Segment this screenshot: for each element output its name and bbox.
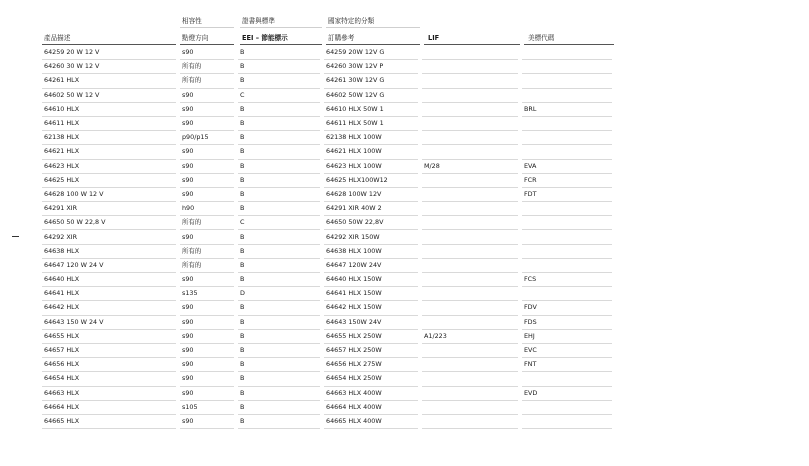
cell-ansi-code: [522, 230, 612, 244]
cell-eei-class: B: [238, 273, 320, 287]
cell-lif-code: [422, 74, 518, 88]
cell-burning-position: s90: [180, 173, 234, 187]
cell-ansi-code: FDS: [522, 315, 612, 329]
cell-lif-code: [422, 187, 518, 201]
col-header-product: 產品描述: [44, 34, 71, 42]
cell-burning-position: 所有的: [180, 216, 234, 230]
cell-ansi-code: [522, 216, 612, 230]
cell-lif-code: [422, 102, 518, 116]
cell-ansi-code: [522, 116, 612, 130]
cell-lif-code: [422, 116, 518, 130]
cell-product: 64625 HLX: [42, 173, 176, 187]
cell-product: 64643 150 W 24 V: [42, 315, 176, 329]
cell-eei-class: B: [238, 343, 320, 357]
cell-eei-class: B: [238, 414, 320, 428]
col-header-burning: 點燈方向: [182, 34, 209, 42]
cell-order-reference: 64628 100W 12V: [324, 187, 418, 201]
product-table-body: [42, 46, 612, 429]
cell-ansi-code: [522, 145, 612, 159]
cell-ansi-code: [522, 244, 612, 258]
cell-order-reference: 64654 HLX 250W: [324, 372, 418, 386]
product-table: [42, 46, 612, 429]
header-rule-lif: [424, 44, 520, 45]
header-rule-ansi: [524, 44, 614, 45]
header-rule-burning: [180, 44, 234, 45]
cell-ansi-code: [522, 400, 612, 414]
cell-lif-code: [422, 145, 518, 159]
cell-product: 64291 XIR: [42, 202, 176, 216]
cell-product: 64641 HLX: [42, 287, 176, 301]
table-row: [42, 60, 612, 74]
cell-product: 64664 HLX: [42, 400, 176, 414]
cell-lif-code: [422, 258, 518, 272]
cell-order-reference: 64610 HLX 50W 1: [324, 102, 418, 116]
cell-order-reference: 64638 HLX 100W: [324, 244, 418, 258]
cell-eei-class: B: [238, 400, 320, 414]
cell-burning-position: s90: [180, 301, 234, 315]
cell-product: 64611 HLX: [42, 116, 176, 130]
cell-lif-code: A1/223: [422, 329, 518, 343]
table-row: [42, 400, 612, 414]
cell-eei-class: B: [238, 372, 320, 386]
cell-eei-class: B: [238, 329, 320, 343]
cell-eei-class: D: [238, 287, 320, 301]
cell-burning-position: s90: [180, 273, 234, 287]
col-header-order: 訂購參考: [328, 34, 355, 42]
cell-ansi-code: FNT: [522, 358, 612, 372]
cell-ansi-code: EVC: [522, 343, 612, 357]
group-rule-compat: [180, 27, 234, 28]
cell-order-reference: 64665 HLX 400W: [324, 414, 418, 428]
cell-eei-class: B: [238, 358, 320, 372]
cell-eei-class: B: [238, 301, 320, 315]
cell-ansi-code: BRL: [522, 102, 612, 116]
cell-lif-code: [422, 400, 518, 414]
cell-burning-position: s90: [180, 343, 234, 357]
cell-burning-position: s90: [180, 414, 234, 428]
cell-product: 64638 HLX: [42, 244, 176, 258]
cell-ansi-code: FCR: [522, 173, 612, 187]
group-rule-country: [326, 27, 420, 28]
header-rule-product: [42, 44, 176, 45]
table-row: [42, 258, 612, 272]
cell-eei-class: B: [238, 315, 320, 329]
cell-burning-position: h90: [180, 202, 234, 216]
cell-ansi-code: FCS: [522, 273, 612, 287]
cell-ansi-code: [522, 60, 612, 74]
cell-ansi-code: [522, 46, 612, 60]
cell-ansi-code: FDV: [522, 301, 612, 315]
cell-product: 64259 20 W 12 V: [42, 46, 176, 60]
col-header-eei: EEI – 節能標示: [242, 34, 288, 42]
table-row: [42, 74, 612, 88]
cell-burning-position: s90: [180, 159, 234, 173]
table-row: [42, 386, 612, 400]
cell-product: 64610 HLX: [42, 102, 176, 116]
cell-order-reference: 64643 150W 24V: [324, 315, 418, 329]
cell-eei-class: B: [238, 74, 320, 88]
cell-product: 64647 120 W 24 V: [42, 258, 176, 272]
cell-ansi-code: FDT: [522, 187, 612, 201]
cell-burning-position: s90: [180, 329, 234, 343]
cell-ansi-code: EHJ: [522, 329, 612, 343]
cell-lif-code: [422, 173, 518, 187]
table-row: [42, 358, 612, 372]
cell-burning-position: p90/p15: [180, 131, 234, 145]
group-header-cert: 證書與標準: [242, 17, 275, 25]
table-row: [42, 88, 612, 102]
table-row: [42, 287, 612, 301]
table-row: [42, 414, 612, 428]
header-rule-order: [326, 44, 420, 45]
cell-lif-code: [422, 88, 518, 102]
cell-eei-class: B: [238, 145, 320, 159]
table-row: [42, 315, 612, 329]
cell-lif-code: [422, 386, 518, 400]
cell-lif-code: [422, 131, 518, 145]
cell-product: 64602 50 W 12 V: [42, 88, 176, 102]
cell-product: 64654 HLX: [42, 372, 176, 386]
cell-order-reference: 64664 HLX 400W: [324, 400, 418, 414]
cell-product: 64260 30 W 12 V: [42, 60, 176, 74]
cell-lif-code: [422, 273, 518, 287]
cell-ansi-code: EVA: [522, 159, 612, 173]
cell-lif-code: M/28: [422, 159, 518, 173]
cell-burning-position: s90: [180, 372, 234, 386]
cell-burning-position: 所有的: [180, 244, 234, 258]
cell-product: 64628 100 W 12 V: [42, 187, 176, 201]
cell-eei-class: B: [238, 116, 320, 130]
cell-burning-position: 所有的: [180, 258, 234, 272]
cell-product: 64665 HLX: [42, 414, 176, 428]
cell-eei-class: B: [238, 173, 320, 187]
cell-eei-class: B: [238, 60, 320, 74]
cell-burning-position: s135: [180, 287, 234, 301]
cell-burning-position: s90: [180, 116, 234, 130]
table-row: [42, 273, 612, 287]
cell-burning-position: s90: [180, 358, 234, 372]
cell-burning-position: s90: [180, 102, 234, 116]
table-row: [42, 329, 612, 343]
table-row: [42, 230, 612, 244]
cell-ansi-code: [522, 131, 612, 145]
cell-lif-code: [422, 230, 518, 244]
table-row: [42, 46, 612, 60]
table-row: [42, 173, 612, 187]
cell-order-reference: 64261 30W 12V G: [324, 74, 418, 88]
cell-burning-position: 所有的: [180, 60, 234, 74]
cell-burning-position: s90: [180, 315, 234, 329]
table-row: [42, 343, 612, 357]
table-row: [42, 131, 612, 145]
cell-order-reference: 64650 50W 22,8V: [324, 216, 418, 230]
cell-eei-class: B: [238, 102, 320, 116]
cell-order-reference: 64291 XIR 40W 2: [324, 202, 418, 216]
cell-eei-class: B: [238, 46, 320, 60]
cell-lif-code: [422, 216, 518, 230]
header-rule-eei: [240, 44, 322, 45]
table-row: [42, 372, 612, 386]
cell-order-reference: 64642 HLX 150W: [324, 301, 418, 315]
cell-order-reference: 64656 HLX 275W: [324, 358, 418, 372]
cell-order-reference: 64259 20W 12V G: [324, 46, 418, 60]
cell-product: 64292 XIR: [42, 230, 176, 244]
cell-product: 64261 HLX: [42, 74, 176, 88]
table-row: [42, 102, 612, 116]
cell-eei-class: B: [238, 187, 320, 201]
cell-order-reference: 64611 HLX 50W 1: [324, 116, 418, 130]
cell-order-reference: 64292 XIR 150W: [324, 230, 418, 244]
cell-eei-class: B: [238, 202, 320, 216]
cell-lif-code: [422, 372, 518, 386]
cell-ansi-code: [522, 372, 612, 386]
table-row: [42, 159, 612, 173]
table-row: [42, 116, 612, 130]
cell-order-reference: 64260 30W 12V P: [324, 60, 418, 74]
cell-eei-class: B: [238, 230, 320, 244]
cell-order-reference: 64655 HLX 250W: [324, 329, 418, 343]
cell-lif-code: [422, 414, 518, 428]
cell-lif-code: [422, 301, 518, 315]
cell-burning-position: s90: [180, 230, 234, 244]
cell-order-reference: 64625 HLX100W12: [324, 173, 418, 187]
cell-ansi-code: [522, 74, 612, 88]
cell-order-reference: 64602 50W 12V G: [324, 88, 418, 102]
cell-order-reference: 64640 HLX 150W: [324, 273, 418, 287]
margin-mark: [12, 236, 19, 237]
cell-lif-code: [422, 244, 518, 258]
cell-lif-code: [422, 60, 518, 74]
cell-eei-class: C: [238, 216, 320, 230]
cell-eei-class: B: [238, 386, 320, 400]
group-header-country: 國家特定的分類: [328, 17, 375, 25]
cell-product: 62138 HLX: [42, 131, 176, 145]
cell-burning-position: s90: [180, 187, 234, 201]
cell-ansi-code: [522, 88, 612, 102]
cell-product: 64642 HLX: [42, 301, 176, 315]
cell-product: 64655 HLX: [42, 329, 176, 343]
cell-eei-class: C: [238, 88, 320, 102]
cell-eei-class: B: [238, 159, 320, 173]
cell-lif-code: [422, 46, 518, 60]
cell-eei-class: B: [238, 258, 320, 272]
cell-ansi-code: [522, 287, 612, 301]
cell-order-reference: 64647 120W 24V: [324, 258, 418, 272]
cell-product: 64650 50 W 22,8 V: [42, 216, 176, 230]
table-row: [42, 301, 612, 315]
cell-ansi-code: [522, 258, 612, 272]
cell-ansi-code: EVD: [522, 386, 612, 400]
cell-product: 64623 HLX: [42, 159, 176, 173]
cell-burning-position: s90: [180, 88, 234, 102]
cell-order-reference: 64621 HLX 100W: [324, 145, 418, 159]
cell-eei-class: B: [238, 244, 320, 258]
col-header-lif: LIF: [428, 34, 440, 42]
cell-burning-position: s90: [180, 386, 234, 400]
cell-ansi-code: [522, 202, 612, 216]
cell-eei-class: B: [238, 131, 320, 145]
cell-ansi-code: [522, 414, 612, 428]
cell-burning-position: s90: [180, 145, 234, 159]
group-rule-cert: [240, 27, 322, 28]
cell-lif-code: [422, 287, 518, 301]
cell-product: 64656 HLX: [42, 358, 176, 372]
cell-product: 64657 HLX: [42, 343, 176, 357]
table-row: [42, 244, 612, 258]
cell-lif-code: [422, 358, 518, 372]
col-header-ansi: 美標代碼: [528, 34, 555, 42]
cell-order-reference: 62138 HLX 100W: [324, 131, 418, 145]
table-row: [42, 145, 612, 159]
cell-lif-code: [422, 315, 518, 329]
table-row: [42, 187, 612, 201]
cell-product: 64663 HLX: [42, 386, 176, 400]
cell-order-reference: 64663 HLX 400W: [324, 386, 418, 400]
cell-burning-position: 所有的: [180, 74, 234, 88]
cell-lif-code: [422, 343, 518, 357]
cell-lif-code: [422, 202, 518, 216]
cell-order-reference: 64657 HLX 250W: [324, 343, 418, 357]
cell-order-reference: 64641 HLX 150W: [324, 287, 418, 301]
cell-product: 64640 HLX: [42, 273, 176, 287]
table-row: [42, 202, 612, 216]
cell-order-reference: 64623 HLX 100W: [324, 159, 418, 173]
cell-product: 64621 HLX: [42, 145, 176, 159]
cell-burning-position: s105: [180, 400, 234, 414]
cell-burning-position: s90: [180, 46, 234, 60]
table-row: [42, 216, 612, 230]
group-header-compat: 相容性: [182, 17, 202, 25]
